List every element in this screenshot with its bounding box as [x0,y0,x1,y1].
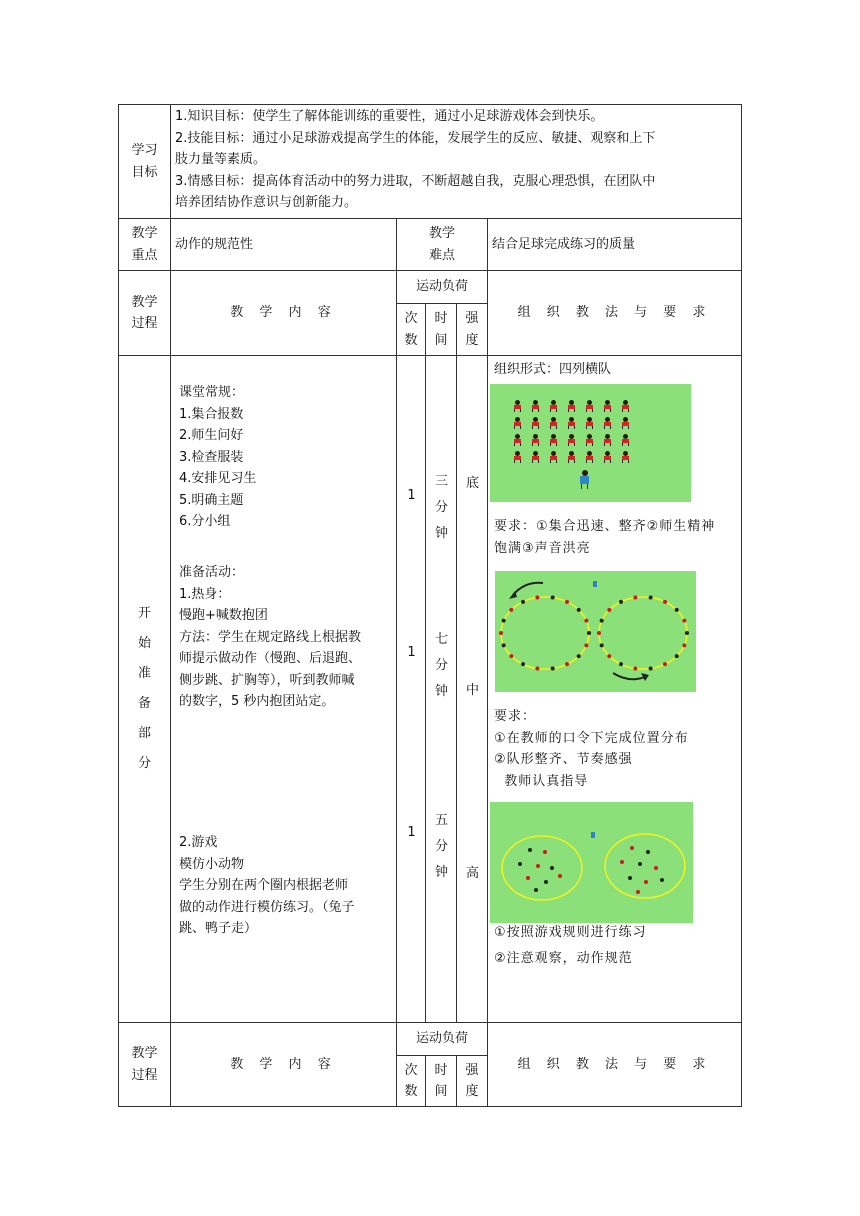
student-dot [534,888,538,892]
player-figure [568,400,575,412]
student-dot [646,850,650,854]
student-dot [518,862,522,866]
warmup-diagram [495,571,696,692]
student-dot [630,846,634,850]
key-points-value: 动作的规范性 [171,219,397,271]
teacher-figure [580,470,589,490]
student-dot [577,654,581,658]
student-dot [607,608,611,612]
player-figure [622,434,629,446]
player-figure [550,451,557,463]
student-dot [502,643,506,647]
student-dot [565,662,569,666]
load-header-2: 运动负荷 [397,1023,488,1056]
times-cell [397,356,426,1023]
player-figure [622,451,629,463]
student-dot [550,866,554,870]
student-dot [675,608,679,612]
intensity-3: 高 [465,866,479,881]
player-figure [568,417,575,429]
intensity-header-2: 强 度 [457,1056,488,1107]
player-figure [622,417,629,429]
org-form: 组织形式：四列横队 [494,362,612,377]
objective-line: 2.技能目标：通过小足球游戏提高学生的体能，发展学生的反应、敏捷、观察和上下 [175,130,656,146]
student-dot [535,666,539,670]
student-dot [499,631,503,635]
player-figure [604,451,611,463]
student-dot [502,619,506,623]
objective-line: 肢力量等素质。 [175,152,267,167]
org-header: 组 织 教 法 与 要 求 [488,271,742,356]
player-figure [514,417,521,429]
formation-diagram [490,384,691,502]
player-figure [550,434,557,446]
student-dot [528,848,532,852]
player-figure [568,451,575,463]
player-figure [568,434,575,446]
player-figure [586,400,593,412]
student-dot [584,643,588,647]
lesson-plan-table [118,104,742,1107]
objective-line: 1.知识目标：使学生了解体能训练的重要性，通过小足球游戏体会到快乐。 [175,109,604,124]
content-header-2: 教 学 内 容 [171,1023,397,1107]
req-3: ①按照游戏规则进行练习 ②注意观察，动作规范 [494,925,647,966]
student-dot [649,596,653,600]
player-figure [550,417,557,429]
duration-header: 时 间 [426,304,457,356]
student-dot [600,619,604,623]
student-dot [675,654,679,658]
load-header: 运动负荷 [397,271,488,304]
intensity-cell [457,356,488,1023]
process-header-row-2 [119,1023,742,1056]
student-dot [565,600,569,604]
student-dot [544,880,548,884]
student-dot [654,866,658,870]
content-header: 教 学 内 容 [171,271,397,356]
student-dot [577,608,581,612]
objectives-row [119,105,742,219]
student-dot [619,600,623,604]
routine-block: 课堂常规： 1.集合报数 2.师生问好 3.检查服装 4.安排见习生 5.明确主题 6.分小组 [179,385,257,529]
student-dot [558,874,562,878]
req-1: 要求：①集合迅速、整齐②师生精神 饱满③声音洪亮 [494,519,716,556]
student-dot [551,596,555,600]
duration-header-2: 时 间 [426,1056,457,1107]
student-dot [597,631,601,635]
times-2: 1 [407,645,416,660]
game-diagram [490,802,693,923]
student-dot [682,643,686,647]
objectives-label: 学习 目标 [119,105,171,219]
player-figure [604,434,611,446]
student-dot [633,666,637,670]
req-2: 要求： ①在教师的口令下完成位置分布 ②队形整齐、节奏感强 教师认真指导 [494,709,689,789]
process-label-2: 教学 过程 [119,1023,171,1107]
student-dot [628,876,632,880]
student-dot [636,890,640,894]
game-block: 2.游戏 模仿小动物 学生分别在两个圈内根据老师 做的动作进行模仿练习。（兔子 跳、鸭子走） [179,835,355,936]
student-dot [660,878,664,882]
player-figure [514,400,521,412]
student-dot [521,600,525,604]
start-section-label: 开 始 准 备 部 分 [119,356,171,1023]
student-dot [685,631,689,635]
org-header-2: 组 织 教 法 与 要 求 [488,1023,742,1107]
player-figure [604,417,611,429]
key-points-label: 教学 重点 [119,219,171,271]
times-header: 次 数 [397,304,426,356]
student-dot [584,619,588,623]
objective-line: 培养团结协作意识与创新能力。 [175,195,358,210]
warmup-block: 准备活动： 1.热身： 慢跑+喊数抱团 方法：学生在规定路线上根据教 师提示做动作（慢跑、后退跑、 侧步跳、扩胸等），听到教师喊 的数字，5 秒内抱团站定。 [179,565,362,709]
student-dot [663,600,667,604]
player-figure [586,417,593,429]
student-dot [509,608,513,612]
player-figure [586,434,593,446]
student-dot [535,596,539,600]
times-1: 1 [407,488,416,503]
player-figure [604,400,611,412]
objectives-text [171,105,742,219]
student-dot [526,876,530,880]
student-dot [521,662,525,666]
student-dot [619,662,623,666]
player-figure [586,451,593,463]
player-figure [514,451,521,463]
intensity-2: 中 [465,683,479,698]
process-label: 教学 过程 [119,271,171,356]
duration-3: 五 分 钟 [434,813,448,880]
student-dot [633,596,637,600]
difficulty-value: 结合足球完成练习的质量 [488,219,742,271]
player-figure [550,400,557,412]
student-dot [607,654,611,658]
student-dot [638,862,642,866]
player-figure [532,451,539,463]
player-figure [532,417,539,429]
times-header-2: 次 数 [397,1056,426,1107]
duration-cell [426,356,457,1023]
duration-1: 三 分 钟 [434,474,448,541]
student-dot [682,619,686,623]
org-cell [488,356,742,1023]
player-figure [622,400,629,412]
student-dot [620,860,624,864]
intensity-header: 强 度 [457,304,488,356]
student-dot [644,880,648,884]
player-figure [532,434,539,446]
student-dot [587,631,591,635]
key-points-row [119,219,742,271]
student-dot [509,654,513,658]
duration-2: 七 分 钟 [434,632,448,699]
start-content-cell [171,356,397,1023]
intensity-1: 底 [465,476,479,491]
student-dot [536,864,540,868]
student-dot [551,666,555,670]
student-dot [649,666,653,670]
times-3: 1 [407,825,416,840]
start-section-row [119,356,742,1023]
player-figure [514,434,521,446]
student-dot [543,850,547,854]
process-header-row [119,271,742,304]
player-figure [532,400,539,412]
student-dot [600,643,604,647]
objective-line: 3.情感目标：提高体育活动中的努力进取，不断超越自我，克服心理恐惧，在团队中 [175,173,656,189]
difficulty-label: 教学 难点 [397,219,488,271]
student-dot [663,662,667,666]
